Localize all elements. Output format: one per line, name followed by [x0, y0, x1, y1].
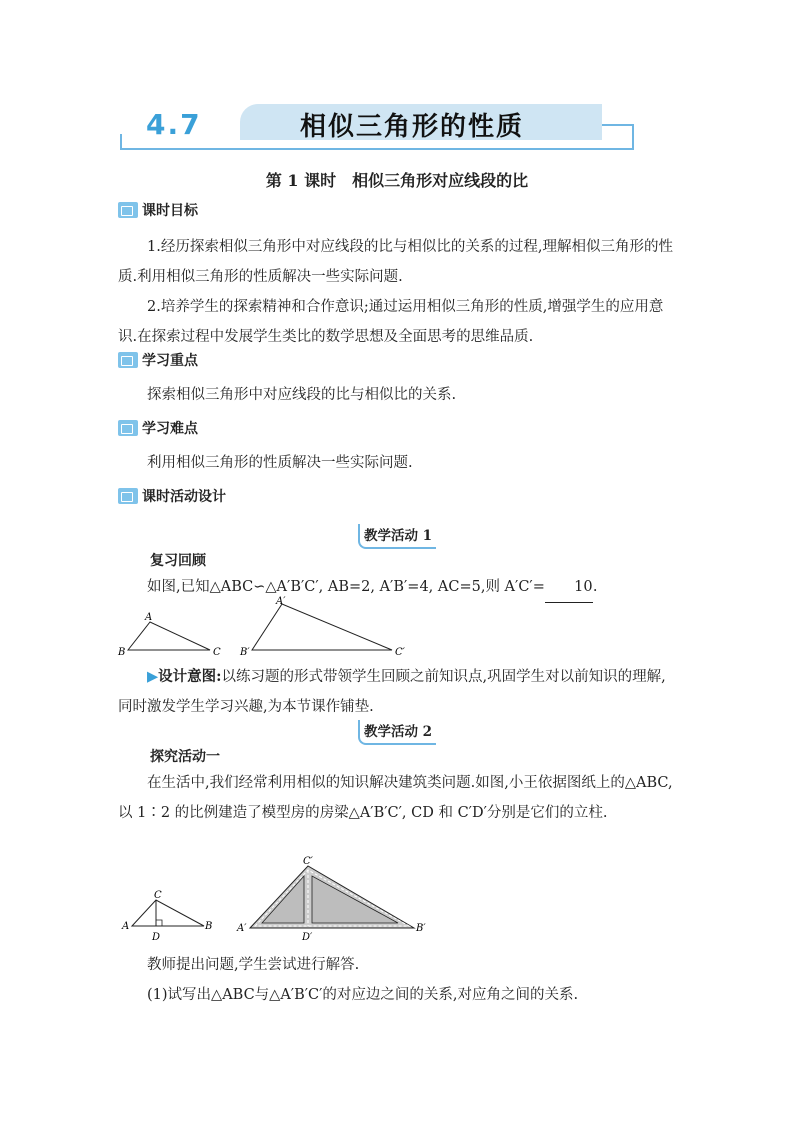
label-b-prime: B′ [416, 923, 426, 934]
lesson-subtitle: 第 1 课时 相似三角形对应线段的比 [265, 171, 529, 190]
header-rule [120, 148, 634, 150]
label-d-prime: D′ [302, 932, 313, 942]
label-a: A [145, 612, 153, 623]
activity-2-heading: 探究活动一 [150, 749, 220, 765]
section-difficulty-heading: 学习难点 [118, 418, 198, 438]
book-icon [118, 352, 138, 368]
answer-blank: 10 [545, 572, 593, 603]
label-b: B [118, 647, 126, 658]
header-rule-top [602, 124, 634, 126]
section-key-heading: 学习重点 [118, 350, 198, 370]
book-icon [118, 488, 138, 504]
book-icon [118, 202, 138, 218]
triangle-abc [128, 622, 210, 650]
play-icon: ▶ [147, 669, 159, 685]
label-d: D [152, 932, 161, 942]
book-icon [118, 420, 138, 436]
label-b-prime: B′ [240, 647, 250, 658]
label-a-prime: A′ [276, 596, 286, 607]
right-angle-mark [156, 920, 162, 926]
label-c-prime: C′ [303, 856, 313, 867]
page-title: 相似三角形的性质 [300, 112, 525, 142]
activity-1-heading: 复习回顾 [150, 553, 206, 569]
label-a: A [122, 921, 130, 932]
label-c: C [154, 890, 162, 901]
activity-1-question: 如图,已知△ABC∽△A′B′C′, AB=2, A′B′=4, AC=5,则 A′C′= 10. [118, 572, 678, 603]
difficulty-text: 利用相似三角形的性质解决一些实际问题. [147, 455, 413, 471]
section-number: 4.7 [146, 108, 202, 141]
section-design-heading: 课时活动设计 [118, 486, 226, 506]
question-1: (1)试写出△ABC与△A′B′C′的对应边之间的关系,对应角之间的关系. [147, 987, 579, 1003]
goal-item-1: 1.经历探索相似三角形中对应线段的比与相似比的关系的过程,理解相似三角形的性质.利用相似三角形的性质解决一些实际问题. [118, 239, 673, 285]
teacher-prompt: 教师提出问题,学生尝试进行解答. [147, 957, 360, 973]
figure-roof-beams [112, 856, 442, 942]
triangle-abc [132, 900, 204, 926]
activity-2-questions [118, 950, 678, 1010]
header-rule-left [120, 134, 122, 150]
label-b: B [205, 921, 213, 932]
key-text: 探索相似三角形中对应线段的比与相似比的关系. [147, 387, 457, 403]
activity-1-label: 教学活动 1 [0, 524, 794, 549]
inner-left-panel [262, 876, 304, 923]
activity-1-intent: ▶设计意图:以练习题的形式带领学生回顾之前知识点,巩固学生对以前知识的理解,同时激发学生学习兴趣,为本节课作铺垫. [118, 668, 666, 715]
label-c-prime: C′ [395, 647, 405, 658]
label-c: C [213, 647, 221, 658]
header-rule-right [632, 124, 634, 150]
label-a-prime: A′ [237, 923, 247, 934]
goal-item-2: 2.培养学生的探索精神和合作意识;通过运用相似三角形的性质,增强学生的应用意识.在探索过程中发展学生类比的数学思想及全面思考的思维品质. [118, 299, 664, 345]
activity-2-text: 在生活中,我们经常利用相似的知识解决建筑类问题.如图,小王依据图纸上的△ABC,以 1∶2 的比例建造了模型房的房梁△A′B′C′, CD 和 C′D′分别是它们的立柱. [118, 775, 673, 821]
figure-similar-triangles [110, 596, 430, 660]
inner-right-panel [312, 876, 398, 923]
activity-2-label: 教学活动 2 [0, 720, 794, 745]
triangle-a2b2c2 [252, 604, 392, 650]
goals-text [118, 232, 678, 352]
section-goals-heading: 课时目标 [118, 200, 198, 220]
